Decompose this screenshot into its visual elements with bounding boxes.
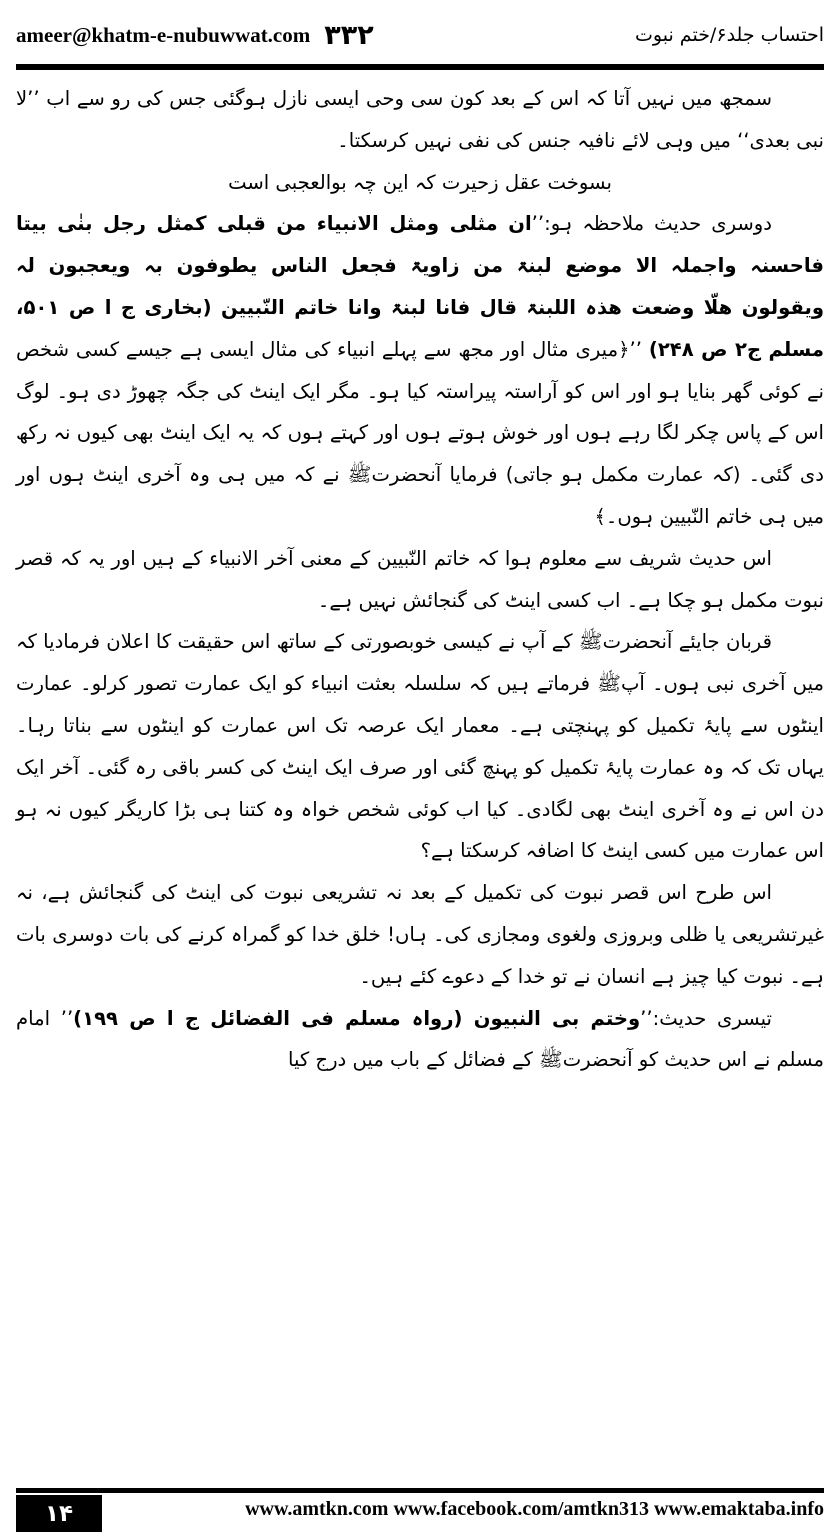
footer-links[interactable]: www.amtkn.com www.facebook.com/amtkn313 www.emaktaba.info: [245, 1498, 824, 1520]
header-email[interactable]: ameer@khatm-e-nubuwwat.com: [16, 22, 311, 47]
page-footer: [16, 1488, 824, 1532]
paragraph-hadith-3: [16, 998, 824, 1082]
page-body: [16, 78, 824, 1081]
paragraph-1: سمجھ میں نہیں آتا کہ اس کے بعد کون سی وحی ایسی نازل ہوگئی جس کی رو سے اب ’’لا نبی بعدی‘‘ میں وہی لائے نافیہ جنس کی نفی نہیں کرسکتا۔: [16, 87, 824, 152]
persian-verse: بسوخت عقل زحیرت کہ این چہ بوالعجبی است: [228, 170, 612, 194]
hadith-2-arabic: ان مثلی ومثل الانبیاء من قبلی کمثل رجل بنٰی بیتا فاحسنہ واجملہ الا موضع لبنۃ من زاویۃ فجعل الناس یطوفون بہ ویعجبون لہ ویقولون ھلّا وضعت ھذہ اللبنۃ قال فانا لبنۃ وانا خاتم النّبیین (بخاری ج ا ص ۵۰۱، مسلم ج۲ ص ۲۴۸): [16, 212, 824, 361]
paragraph-4: قربان جایئے آنحضرتﷺ کے آپ نے کیسی خوبصورتی کے ساتھ اس حقیقت کا اعلان فرمادیا کہ میں آخری نبی ہوں۔ آپﷺ فرماتے ہیں کہ سلسلہ بعثت انبیاء کو ایک عمارت تصور کرلو۔ عمارت اینٹوں سے پایۂ تکمیل کو پہنچتی ہے۔ معمار ایک عرصہ تک اس عمارت کو اینٹوں سے بناتا رہا۔ یہاں تک کہ وہ عمارت پایۂ تکمیل کو پہنچ گئی اور صرف ایک اینٹ کی کسر باقی رہ گئی۔ آخر ایک دن اس نے وہ آخری اینٹ بھی لگادی۔ کیا اب کوئی شخص خواہ وہ کتنا ہی بڑا کاریگر کیوں نہ ہو اس عمارت میں کسی اینٹ کا اضافہ کرسکتا ہے؟: [16, 630, 824, 863]
hadith-3-intro: تیسری حدیث:’’: [640, 1006, 772, 1030]
paragraph-5: اس طرح اس قصر نبوت کی تکمیل کے بعد نہ تشریعی نبوت کی اینٹ کی گنجائش ہے، نہ غیرتشریعی یا ظلی وبروزی ولغوی ومجازی کی۔ ہاں! خلق خدا کو گمراہ کرنے کی بات دوسری بات ہے۔ نبوت کیا چیز ہے انسان نے تو خدا کے دعوے کئے ہیں۔: [16, 881, 824, 988]
header-left: [16, 20, 374, 51]
page-header: [16, 12, 824, 58]
paragraph-3: اس حدیث شریف سے معلوم ہوا کہ خاتم النّبیین کے معنی آخر الانبیاء کے ہیں اور یہ کہ قصر نبوت مکمل ہو چکا ہے۔ اب کسی اینٹ کی گنجائش نہیں ہے۔: [16, 546, 824, 612]
header-book-title: احتساب جلد۶/ختم نبوت: [635, 24, 824, 46]
header-divider: [16, 64, 824, 70]
header-page-number: ۳۳۲: [324, 19, 374, 51]
hadith-3-arabic: وختم بی النبیون (رواہ مسلم فی الفضائل ج ا ص ۱۹۹): [73, 1006, 641, 1030]
hadith-3-rest: ’’ امام مسلم نے اس حدیث کو آنحضرتﷺ کے فضائل کے باب میں درج کیا: [16, 1006, 824, 1072]
hadith-2-intro: دوسری حدیث ملاحظہ ہو:’’: [531, 212, 772, 236]
hadith-2-translation: ’’﴿میری مثال اور مجھ سے پہلے انبیاء کی مثال ایسی ہے جیسے کسی شخص نے کوئی گھر بنایا ہو اور اس کو آراستہ پیراستہ کیا ہو۔ مگر ایک اینٹ کی جگہ چھوڑ دی ہو۔ لوگ اس کے پاس چکر لگا رہے ہوں اور خوش ہوتے ہوں اور کہتے ہوں کہ یہ ایک اینٹ بھی کیوں نہ رکھ دی گئی۔ (کہ عمارت مکمل ہو جاتی) فرمایا آنحضرتﷺ نے کہ میں ہی وہ آخری اینٹ ہوں اور میں ہی خاتم النّبیین ہوں۔﴾: [16, 337, 824, 528]
footer-page-number: ۱۴: [16, 1495, 102, 1532]
footer-divider: [16, 1488, 824, 1493]
paragraph-hadith-2: [16, 203, 824, 537]
